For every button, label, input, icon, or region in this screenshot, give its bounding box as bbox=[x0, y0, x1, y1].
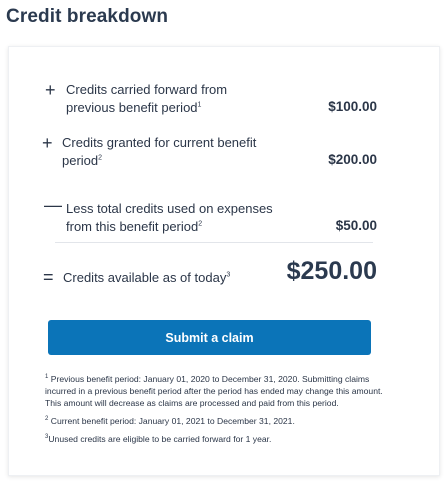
footnote-marker: 1 bbox=[45, 374, 49, 381]
total-label-text: Credits available as of today bbox=[63, 270, 227, 285]
total-label bbox=[63, 269, 230, 287]
label-line-2: period bbox=[62, 153, 99, 168]
footnote-text: Previous benefit period: January 01, 2020 to December 31, 2020. Submitting claims incurred in a previous benefit period after the period has ended may change this amount. This amount will decrease as claims are processed and paid from this period. bbox=[45, 374, 383, 408]
footnote-marker: 2 bbox=[45, 416, 49, 423]
minus-icon: — bbox=[44, 195, 62, 215]
breakdown-row-amount: $200.00 bbox=[328, 152, 377, 167]
divider bbox=[55, 242, 373, 243]
breakdown-row-amount: $50.00 bbox=[335, 218, 377, 233]
label-line-1: Credits granted for current benefit bbox=[62, 135, 257, 150]
plus-icon: + bbox=[42, 133, 53, 153]
submit-claim-button[interactable]: Submit a claim bbox=[48, 320, 371, 355]
breakdown-row-amount: $100.00 bbox=[328, 99, 377, 114]
breakdown-row-label bbox=[66, 200, 273, 236]
footnote-marker: 3 bbox=[45, 434, 49, 441]
breakdown-row-label bbox=[66, 81, 227, 117]
footnote-text: Current benefit period: January 01, 2021 to December 31, 2021. bbox=[48, 416, 295, 426]
label-line-2: from this benefit period bbox=[66, 219, 199, 234]
footnote-1 bbox=[45, 373, 385, 409]
footnote-ref: 3 bbox=[226, 271, 231, 279]
footnote-ref: 2 bbox=[198, 220, 203, 228]
footnote-text: Unused credits are eligible to be carried forward for 1 year. bbox=[48, 434, 272, 444]
equals-icon: = bbox=[43, 267, 54, 287]
page-title: Credit breakdown bbox=[6, 6, 169, 27]
plus-icon: + bbox=[45, 80, 56, 100]
label-line-1: Less total credits used on expenses bbox=[66, 201, 273, 216]
label-line-2: previous benefit period bbox=[66, 100, 198, 115]
footnotes bbox=[45, 373, 385, 451]
footnote-ref: 1 bbox=[197, 101, 202, 109]
total-amount: $250.00 bbox=[286, 257, 377, 285]
footnote-3 bbox=[45, 433, 385, 445]
breakdown-row-label bbox=[62, 134, 256, 170]
footnote-2 bbox=[45, 415, 385, 427]
label-line-1: Credits carried forward from bbox=[66, 82, 228, 97]
credit-breakdown-card bbox=[8, 46, 440, 476]
footnote-ref: 2 bbox=[98, 154, 103, 162]
